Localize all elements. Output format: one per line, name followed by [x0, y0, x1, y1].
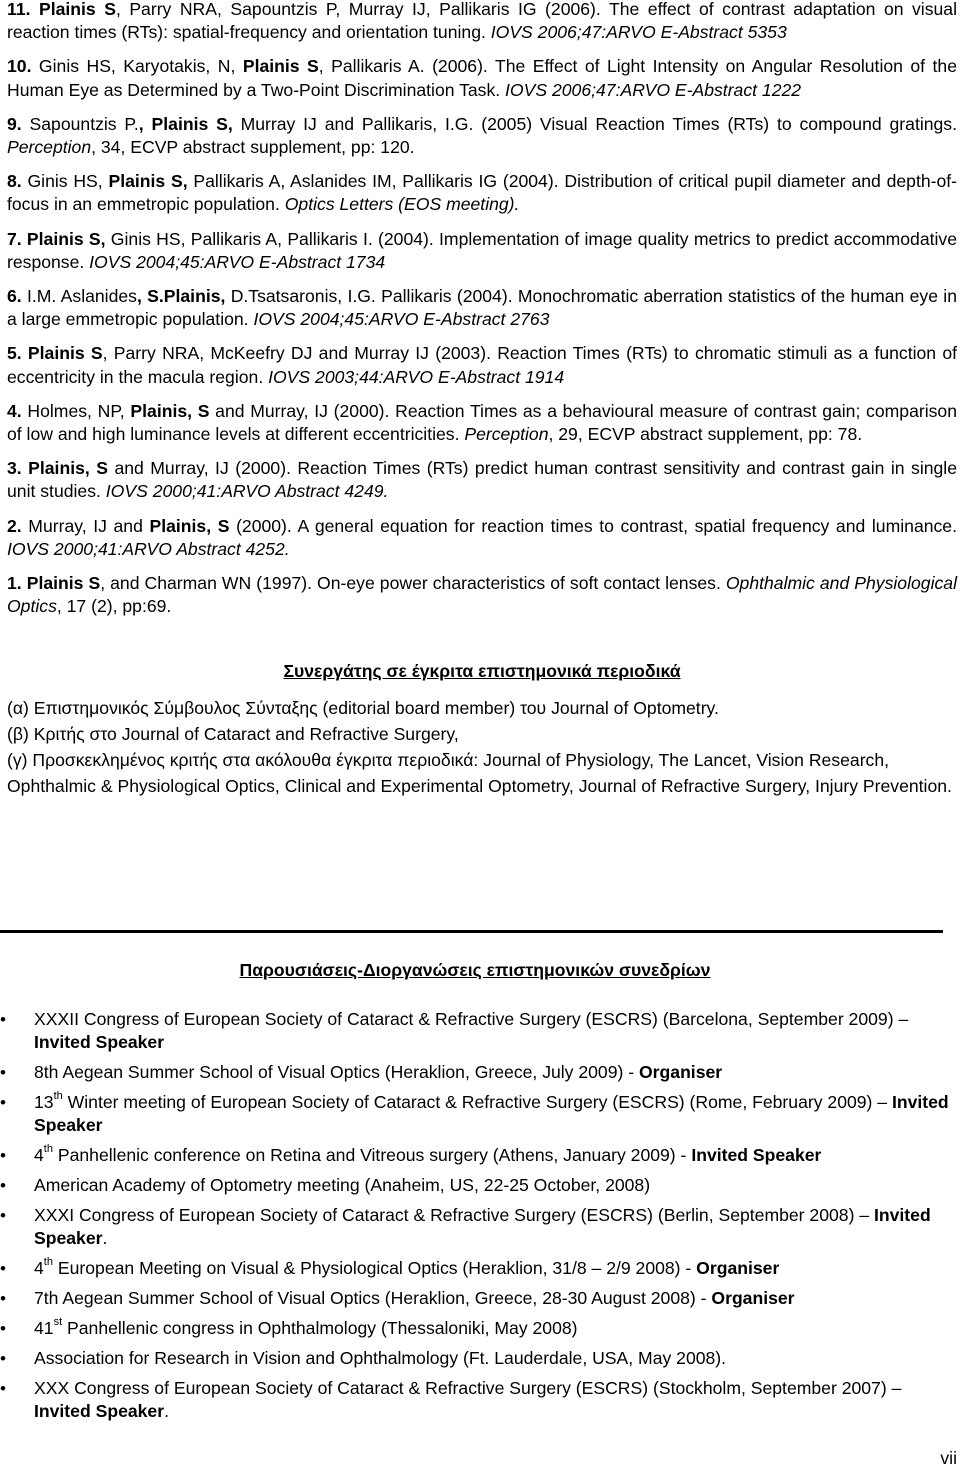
reference-text: Ginis HS, Karyotakis, N, — [31, 56, 243, 77]
reference-journal: IOVS 2000;41:ARVO Abstract 4252. — [7, 538, 290, 559]
presentation-text: XXX Congress of European Society of Cataract & Refractive Surgery (ESCRS) (Stockholm, September 2007) – — [34, 1378, 902, 1398]
presentation-item — [0, 1061, 950, 1084]
reference-journal: Perception — [7, 137, 92, 158]
presentation-item — [0, 1204, 950, 1250]
reference-text: I.M. Aslanides — [21, 286, 137, 307]
presentation-text: Panhellenic conference on Retina and Vitreous surgery (Athens, January 2009) - — [52, 1145, 692, 1165]
presentation-item — [0, 1347, 950, 1370]
collaborator-heading: Συνεργάτης σε έγκριτα επιστημονικά περιοδικά — [283, 661, 681, 682]
reference-bold-text: , S.Plainis, — [136, 286, 226, 307]
ordinal-suffix: th — [53, 1090, 63, 1103]
collaborator-line: (γ) Προσκεκλημένος κριτής στα ακόλουθα έγκριτα περιοδικά: Journal of Physiology, The Lancet, Vision Research, Ophthalmic & Physiological Optics, Clinical and Experimental Optometry, Journal of Refractive Surgery, Injury Prevention. — [7, 750, 952, 797]
ordinal-suffix: th — [43, 1143, 53, 1156]
presentation-role: Organiser — [639, 1062, 723, 1082]
presentation-text: XXXI Congress of European Society of Cataract & Refractive Surgery (ESCRS) (Berlin, September 2008) – — [34, 1205, 874, 1225]
reference-bold-text: Plainis S — [242, 56, 319, 77]
reference-text: Ginis HS, — [21, 171, 109, 192]
reference-item — [7, 400, 957, 446]
reference-text: Murray IJ and Pallikaris, I.G. (2005) Visual Reaction Times (RTs) to compound gratings. — [232, 113, 957, 134]
reference-bold-text: 11. Plainis S — [7, 0, 116, 19]
reference-text: Ginis HS, Pallikaris A, Pallikaris I. (2004). Implementation of image quality metrics to predict accommodative response. — [7, 228, 957, 272]
reference-bold-text: 7. Plainis S, — [7, 228, 106, 249]
reference-text: and Murray, IJ (2000). Reaction Times as a behavioural measure of contrast gain; comparison of low and high luminance levels at different eccentricities. — [7, 400, 957, 445]
reference-journal: Optics Letters (EOS meeting). — [284, 194, 520, 215]
reference-item — [7, 0, 957, 44]
reference-text: (2000). A general equation for reaction times to contrast, spatial frequency and luminance. — [229, 515, 957, 536]
reference-item — [7, 228, 957, 274]
presentation-item — [0, 1317, 950, 1340]
presentation-item — [0, 1257, 950, 1280]
reference-text: D.Tsatsaronis, I.G. Pallikaris (2004). Monochromatic aberration statistics of the human eye in a large emmetropic population. — [7, 286, 957, 330]
reference-item — [7, 170, 957, 216]
reference-text: Sapountzis P. — [21, 113, 139, 134]
reference-text: , 34, ECVP abstract supplement, pp: 120. — [91, 137, 415, 158]
reference-journal: IOVS 2004;45:ARVO E-Abstract 1734 — [89, 251, 386, 272]
reference-item — [7, 457, 957, 503]
presentation-text: 7th Aegean Summer School of Visual Optics (Heraklion, Greece, 28-30 August 2008) - — [34, 1288, 712, 1308]
reference-item — [7, 515, 957, 561]
presentation-role: Invited Speaker — [34, 1092, 949, 1135]
reference-bold-text: 6. — [7, 286, 22, 307]
reference-text: , Parry NRA, McKeefry DJ and Murray IJ (2003). Reaction Times (RTs) to chromatic stimuli as a function of eccentricity in the macula region. — [7, 343, 957, 387]
reference-bold-text: 5. Plainis S — [7, 343, 103, 364]
document-page — [7, 0, 957, 799]
reference-text: , 17 (2), pp:69. — [56, 596, 172, 617]
presentation-text: European Meeting on Visual & Physiological Optics (Heraklion, 31/8 – 2/9 2008) - — [52, 1258, 697, 1278]
reference-bold-text: 4. — [7, 400, 22, 421]
collaborator-line: (β) Κριτής στο Journal of Cataract and Refractive Surgery, — [7, 724, 459, 745]
reference-bold-text: 1. Plainis S — [7, 573, 101, 594]
reference-item — [7, 113, 957, 159]
reference-bold-text: , Plainis S, — [138, 113, 233, 134]
presentation-text: Panhellenic congress in Ophthalmology (Thessaloniki, May 2008) — [62, 1318, 578, 1338]
presentation-role: Invited Speaker — [34, 1032, 165, 1052]
presentation-item — [0, 1008, 950, 1054]
reference-bold-text: Plainis, S — [130, 400, 210, 421]
presentation-item — [0, 1144, 950, 1167]
reference-text: , Parry NRA, Sapountzis P, Murray IJ, Pallikaris IG (2006). The effect of contrast adaptation on visual reaction times (RTs): spatial-frequency and orientation tuning. — [7, 0, 957, 43]
reference-journal: IOVS 2006;47:ARVO E-Abstract 1222 — [505, 79, 802, 100]
presentation-role: Organiser — [696, 1258, 780, 1278]
section-divider — [0, 930, 943, 933]
reference-bold-text: Plainis, S — [149, 515, 230, 536]
reference-bold-text: 2. — [7, 515, 22, 536]
presentation-punct: . — [164, 1401, 169, 1421]
presentation-text: Association for Research in Vision and Ophthalmology (Ft. Lauderdale, USA, May 2008). — [34, 1348, 727, 1368]
reference-text: , 29, ECVP abstract supplement, pp: 78. — [548, 424, 863, 445]
presentation-item — [0, 1091, 950, 1137]
collaborator-section — [7, 695, 957, 799]
presentation-item — [0, 1377, 950, 1423]
reference-journal: IOVS 2000;41:ARVO Abstract 4249. — [105, 481, 389, 502]
reference-bold-text: Plainis S, — [108, 171, 188, 192]
reference-text: Pallikaris A, Aslanides IM, Pallikaris IG (2004). Distribution of critical pupil diameter and depth-of-focus in an emmetropic population. — [7, 171, 958, 215]
presentation-role: Invited Speaker — [34, 1205, 931, 1248]
reference-bold-text: 9. — [7, 113, 22, 134]
presentation-text: Winter meeting of European Society of Cataract & Refractive Surgery (ESCRS) (Rome, February 2009) – — [62, 1092, 892, 1112]
ordinal-number: 4 — [34, 1145, 44, 1165]
presentation-role: Organiser — [711, 1288, 795, 1308]
reference-journal: IOVS 2006;47:ARVO E-Abstract 5353 — [490, 22, 787, 43]
ordinal-number: 4 — [34, 1258, 44, 1278]
reference-item — [7, 285, 957, 331]
presentation-role: Invited Speaker — [34, 1401, 165, 1421]
reference-text: Holmes, NP, — [21, 400, 131, 421]
reference-bold-text: 10. — [7, 56, 32, 77]
presentation-role: Invited Speaker — [691, 1145, 822, 1165]
ordinal-number: 13 — [34, 1092, 54, 1112]
reference-bold-text: 8. — [7, 171, 22, 192]
reference-item — [7, 572, 957, 618]
reference-list — [7, 0, 957, 618]
reference-text: Murray, IJ and — [21, 515, 150, 536]
presentations-heading: Παρουσιάσεις-Διοργανώσεις επιστημονικών συνεδρίων — [239, 960, 711, 980]
reference-text: , and Charman WN (1997). On-eye power characteristics of soft contact lenses. — [100, 573, 726, 594]
reference-item — [7, 342, 957, 388]
ordinal-suffix: st — [53, 1316, 63, 1329]
presentation-text: American Academy of Optometry meeting (Anaheim, US, 22-25 October, 2008) — [34, 1175, 651, 1195]
presentations-list — [0, 1008, 950, 1430]
reference-text: and Murray, IJ (2000). Reaction Times (RTs) predict human contrast sensitivity and contrast gain in single unit studies. — [7, 458, 957, 502]
ordinal-number: 41 — [34, 1318, 54, 1338]
presentation-item — [0, 1287, 950, 1310]
reference-bold-text: 3. Plainis, S — [7, 458, 108, 479]
presentation-item — [0, 1174, 950, 1197]
reference-item — [7, 55, 957, 101]
reference-journal: Perception — [464, 424, 549, 445]
presentation-punct: . — [102, 1228, 108, 1248]
page-number: vii — [940, 1448, 957, 1468]
collaborator-line: (α) Επιστημονικός Σύμβουλος Σύνταξης (editorial board member) του Journal of Optometry. — [7, 698, 719, 719]
reference-text: , Pallikaris A. (2006). The Effect of Light Intensity on Angular Resolution of the Human Eye as Determined by a Two-Point Discrimination Task. — [7, 56, 957, 100]
reference-journal: IOVS 2003;44:ARVO E-Abstract 1914 — [268, 366, 565, 387]
reference-journal: IOVS 2004;45:ARVO E-Abstract 2763 — [253, 309, 550, 330]
reference-journal: Ophthalmic and Physiological Optics — [7, 573, 957, 617]
ordinal-suffix: th — [43, 1256, 53, 1269]
presentation-text: 8th Aegean Summer School of Visual Optics (Heraklion, Greece, July 2009) - — [34, 1062, 639, 1082]
presentation-text: XXXII Congress of European Society of Cataract & Refractive Surgery (ESCRS) (Barcelona, September 2009) – — [34, 1009, 909, 1029]
